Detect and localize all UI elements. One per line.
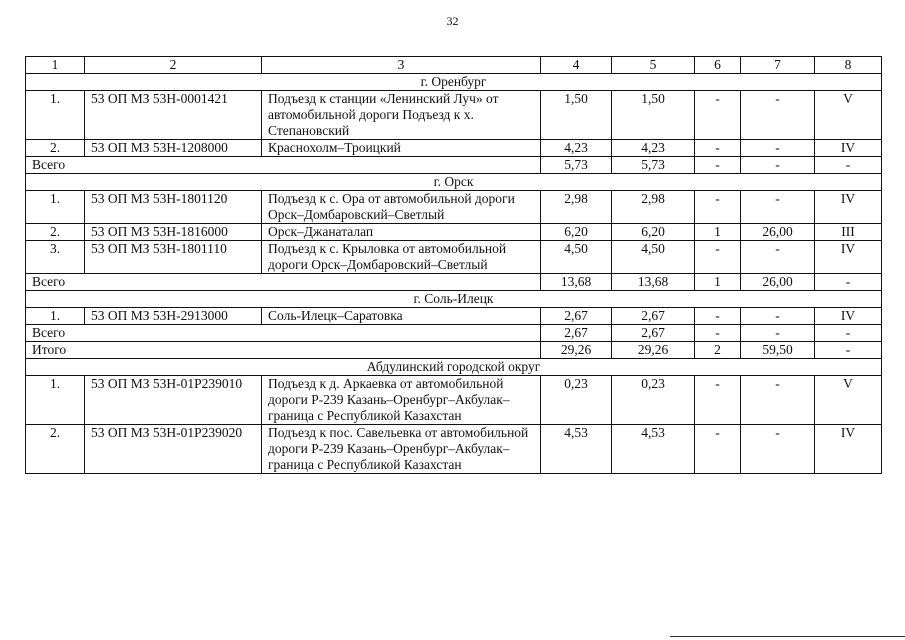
total-category: - [815, 274, 882, 291]
cell-bridges-length: - [741, 241, 815, 274]
section-title: г. Орск [26, 174, 882, 191]
grand-total-length-asphalt: 29,26 [612, 342, 695, 359]
column-number: 6 [695, 57, 741, 74]
cell-bridges-length: - [741, 91, 815, 140]
cell-bridges-count: - [695, 140, 741, 157]
table-row [26, 425, 882, 474]
total-category: - [815, 157, 882, 174]
row-number: 1. [26, 191, 85, 224]
grand-total-length: 29,26 [541, 342, 612, 359]
section-title: Абдулинский городской округ [26, 359, 882, 376]
grand-total-category: - [815, 342, 882, 359]
road-code: 53 ОП МЗ 53Н-01Р239010 [85, 376, 262, 425]
column-number: 4 [541, 57, 612, 74]
section-header [26, 291, 882, 308]
cell-bridges-count: - [695, 91, 741, 140]
road-code: 53 ОП МЗ 53Н-01Р239020 [85, 425, 262, 474]
total-length: 13,68 [541, 274, 612, 291]
cell-length-asphalt: 2,98 [612, 191, 695, 224]
column-number: 8 [815, 57, 882, 74]
cell-length: 0,23 [541, 376, 612, 425]
road-name: Подъезд к станции «Ленинский Луч» от автомобильной дороги Подъезд к х. Степановский [262, 91, 541, 140]
total-bridges-count: - [695, 157, 741, 174]
total-length-asphalt: 5,73 [612, 157, 695, 174]
row-number: 3. [26, 241, 85, 274]
cell-length-asphalt: 4,53 [612, 425, 695, 474]
section-title: г. Соль-Илецк [26, 291, 882, 308]
cell-bridges-length: - [741, 308, 815, 325]
total-bridges-count: 1 [695, 274, 741, 291]
road-name: Орск–Джанаталап [262, 224, 541, 241]
footer-rule [670, 636, 905, 637]
total-row [26, 325, 882, 342]
road-name: Подъезд к с. Крыловка от автомобильной дороги Орск–Домбаровский–Светлый [262, 241, 541, 274]
cell-category: V [815, 91, 882, 140]
cell-bridges-count: - [695, 425, 741, 474]
road-name: Подъезд к д. Аркаевка от автомобильной дороги Р-239 Казань–Оренбург–Акбулак–граница с Республикой Казахстан [262, 376, 541, 425]
total-bridges-count: - [695, 325, 741, 342]
table-row [26, 241, 882, 274]
row-number: 1. [26, 91, 85, 140]
cell-bridges-length: 26,00 [741, 224, 815, 241]
grand-total-bridges-length: 59,50 [741, 342, 815, 359]
total-label: Всего [26, 325, 541, 342]
total-bridges-length: 26,00 [741, 274, 815, 291]
total-label: Всего [26, 157, 541, 174]
cell-bridges-length: - [741, 140, 815, 157]
column-number: 2 [85, 57, 262, 74]
table-row [26, 224, 882, 241]
cell-length-asphalt: 6,20 [612, 224, 695, 241]
road-code: 53 ОП МЗ 53Н-1816000 [85, 224, 262, 241]
table-row [26, 308, 882, 325]
cell-bridges-count: - [695, 191, 741, 224]
road-name: Соль-Илецк–Саратовка [262, 308, 541, 325]
road-name: Краснохолм–Троицкий [262, 140, 541, 157]
total-row [26, 274, 882, 291]
cell-category: IV [815, 308, 882, 325]
cell-length-asphalt: 4,23 [612, 140, 695, 157]
road-name: Подъезд к пос. Савельевка от автомобильной дороги Р-239 Казань–Оренбург–Акбулак–граница с Республикой Казахстан [262, 425, 541, 474]
table-row [26, 376, 882, 425]
cell-length: 4,50 [541, 241, 612, 274]
cell-length: 2,67 [541, 308, 612, 325]
row-number: 2. [26, 425, 85, 474]
row-number: 2. [26, 140, 85, 157]
cell-category: III [815, 224, 882, 241]
road-code: 53 ОП МЗ 53Н-0001421 [85, 91, 262, 140]
row-number: 1. [26, 376, 85, 425]
cell-bridges-count: - [695, 376, 741, 425]
total-length-asphalt: 2,67 [612, 325, 695, 342]
table-row [26, 191, 882, 224]
page-number: 32 [446, 14, 459, 28]
road-code: 53 ОП МЗ 53Н-1801120 [85, 191, 262, 224]
road-code: 53 ОП МЗ 53Н-1208000 [85, 140, 262, 157]
cell-category: IV [815, 241, 882, 274]
total-bridges-length: - [741, 325, 815, 342]
cell-bridges-length: - [741, 376, 815, 425]
cell-bridges-length: - [741, 425, 815, 474]
cell-length-asphalt: 0,23 [612, 376, 695, 425]
section-header [26, 74, 882, 91]
cell-length: 1,50 [541, 91, 612, 140]
road-name: Подъезд к с. Ора от автомобильной дороги Орск–Домбаровский–Светлый [262, 191, 541, 224]
roads-table [25, 56, 882, 474]
column-number: 7 [741, 57, 815, 74]
grand-total-row [26, 342, 882, 359]
table-row [26, 91, 882, 140]
section-header [26, 174, 882, 191]
grand-total-bridges-count: 2 [695, 342, 741, 359]
column-numbers-row [26, 57, 882, 74]
column-number: 1 [26, 57, 85, 74]
cell-category: IV [815, 191, 882, 224]
grand-total-label: Итого [26, 342, 541, 359]
road-code: 53 ОП МЗ 53Н-2913000 [85, 308, 262, 325]
cell-length: 6,20 [541, 224, 612, 241]
cell-length: 4,53 [541, 425, 612, 474]
cell-bridges-count: - [695, 308, 741, 325]
row-number: 2. [26, 224, 85, 241]
table-row [26, 140, 882, 157]
cell-category: IV [815, 425, 882, 474]
cell-bridges-count: - [695, 241, 741, 274]
cell-category: V [815, 376, 882, 425]
column-number: 5 [612, 57, 695, 74]
row-number: 1. [26, 308, 85, 325]
total-length: 2,67 [541, 325, 612, 342]
total-length: 5,73 [541, 157, 612, 174]
cell-length-asphalt: 1,50 [612, 91, 695, 140]
total-category: - [815, 325, 882, 342]
column-number: 3 [262, 57, 541, 74]
cell-bridges-count: 1 [695, 224, 741, 241]
cell-length-asphalt: 4,50 [612, 241, 695, 274]
total-row [26, 157, 882, 174]
total-length-asphalt: 13,68 [612, 274, 695, 291]
cell-length: 4,23 [541, 140, 612, 157]
cell-length-asphalt: 2,67 [612, 308, 695, 325]
total-label: Всего [26, 274, 541, 291]
section-header [26, 359, 882, 376]
total-bridges-length: - [741, 157, 815, 174]
road-code: 53 ОП МЗ 53Н-1801110 [85, 241, 262, 274]
section-title: г. Оренбург [26, 74, 882, 91]
cell-category: IV [815, 140, 882, 157]
cell-length: 2,98 [541, 191, 612, 224]
cell-bridges-length: - [741, 191, 815, 224]
